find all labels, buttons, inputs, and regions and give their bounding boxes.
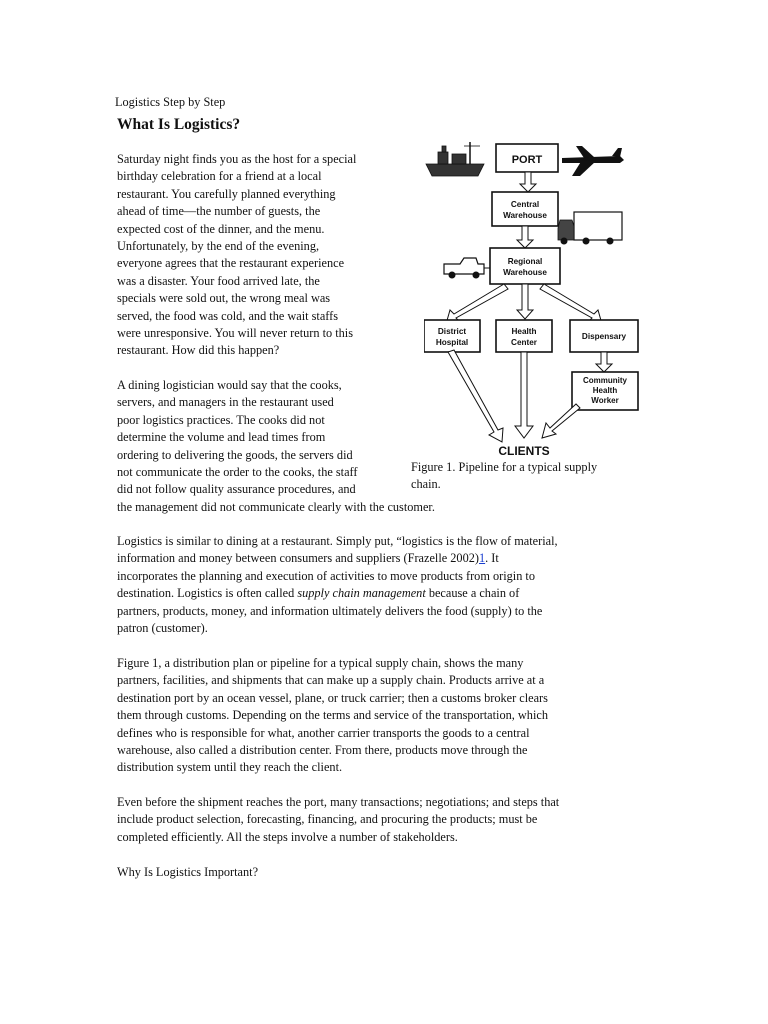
emphasis: supply chain management	[297, 586, 426, 601]
svg-text:PORT: PORT	[511, 154, 543, 166]
paragraph-3: Logistics is similar to dining at a restaurant. Simply put, “logistics is the flow of material, information and money between consumers and suppliers (Frazelle 2002)1. It incorporates the planning and execution of activities to move products from origin to destination. Logistics is often called supply chain management because a chain of partners, products, money, and information ultimately delivers the food (supply) to the patron (customer).	[117, 534, 558, 636]
figure-caption: Figure 1. Pipeline for a typical supply chain.	[411, 460, 598, 492]
svg-text:Community: Community	[583, 376, 627, 385]
svg-text:Health: Health	[511, 327, 537, 336]
section-title: What Is Logistics?	[117, 116, 241, 133]
svg-text:Health: Health	[592, 386, 618, 395]
footnote-link[interactable]: 1	[478, 551, 486, 566]
paragraph-5: Even before the shipment reaches the port, many transactions; negotiations; and steps that include product selection, forecasting, financing, and procuring the products; must be completed efficiently. All the steps involve a number of stakeholders.	[117, 795, 560, 844]
svg-text:Worker: Worker	[591, 396, 619, 405]
pickup-truck-icon	[444, 258, 490, 279]
svg-text:Central: Central	[510, 200, 540, 209]
subheading-why: Why Is Logistics Important?	[117, 865, 259, 879]
paragraph-4: Figure 1, a distribution plan or pipeline for a typical supply chain, shows the many partners, facilities, and shipments that can make up a supply chain. Products arrive at a destination port by an ocean vessel, plane, or truck carrier; then a customs broker clears them through customs. Depending on the terms and service of the transportation, which defines who is responsible for what, another carrier transports the goods to a central warehouse, also called a distribution center. From there, products move through the distribution system until they reach the client.	[117, 656, 548, 775]
supply-chain-diagram	[424, 136, 640, 460]
svg-text:Center: Center	[511, 338, 537, 347]
svg-text:Warehouse: Warehouse	[503, 268, 547, 277]
svg-text:District: District	[437, 327, 467, 336]
node-community-health-worker	[572, 372, 638, 410]
cargo-ship-icon	[426, 142, 484, 176]
node-health-center	[496, 320, 552, 352]
node-regional-warehouse	[490, 248, 560, 284]
svg-text:Hospital: Hospital	[435, 338, 469, 347]
truck-icon	[558, 212, 622, 245]
node-dispensary	[570, 320, 638, 352]
airplane-icon	[562, 146, 624, 176]
svg-text:Warehouse: Warehouse	[503, 211, 547, 220]
node-port	[496, 144, 558, 172]
node-central-warehouse	[492, 192, 558, 226]
paragraph-1: Saturday night finds you as the host for a special birthday celebration for a friend at a local restaurant. You carefully planned everything ahead of time—the number of guests, the expected cost of the dinner, and the menu. Unfortunately, by the end of the evening, everyone agrees that the restaurant experience was a disaster. Your food arrived late, the specials were sold out, the wrong meal was served, the food was cold, and the wait staffs were unresponsive. You will never return to this restaurant. How did this happen?	[117, 152, 357, 358]
node-district-hospital	[424, 320, 480, 352]
running-header: Logistics Step by Step	[115, 95, 226, 109]
paragraph-2: A dining logistician would say that the cooks, servers, and managers in the restaurant used poor logistics practices. The cooks did not determine the volume and lead times from ordering to delivering the goods, the servers did not communicate the order to the cooks, the staff did not follow quality assurance procedures, and the management did not communicate clearly with the customer.	[117, 378, 435, 514]
svg-text:Regional: Regional	[507, 257, 543, 266]
node-clients: CLIENTS	[498, 444, 550, 458]
svg-text:Dispensary: Dispensary	[581, 332, 627, 341]
